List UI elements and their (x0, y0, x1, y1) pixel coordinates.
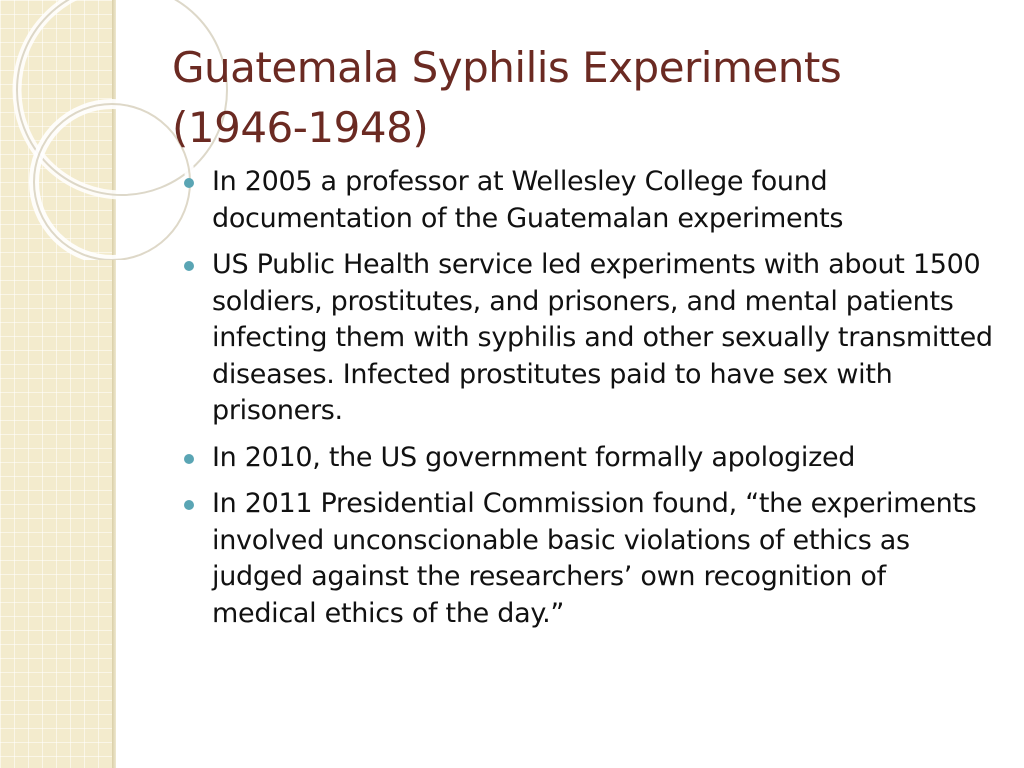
slide-title-line-2: (1946-1948) (172, 103, 429, 152)
list-item (184, 247, 994, 430)
list-item (184, 486, 994, 632)
bullet-dot-icon (184, 178, 194, 188)
slide-title-line-1: Guatemala Syphilis Experiments (172, 43, 842, 92)
list-item (184, 164, 994, 237)
bullet-list (184, 164, 994, 642)
bullet-text: In 2005 a professor at Wellesley College found documentation of the Guatemalan experiments (212, 166, 844, 234)
bullet-text: In 2010, the US government formally apologized (212, 441, 856, 473)
bullet-dot-icon (184, 500, 194, 510)
bullet-text: In 2011 Presidential Commission found, “the experiments involved unconscionable basic violations of ethics as judged against the researchers’ own recognition of medical ethics of the day.” (212, 488, 977, 629)
bullet-dot-icon (184, 261, 194, 271)
bullet-text: US Public Health service led experiments with about 1500 soldiers, prostitutes, and prisoners, and mental patients infecting them with syphilis and other sexually transmitted diseases. Infected prostitutes paid to have sex with prisoners. (212, 249, 993, 426)
bullet-dot-icon (184, 454, 194, 464)
list-item (184, 440, 994, 477)
slide-title (172, 38, 992, 158)
